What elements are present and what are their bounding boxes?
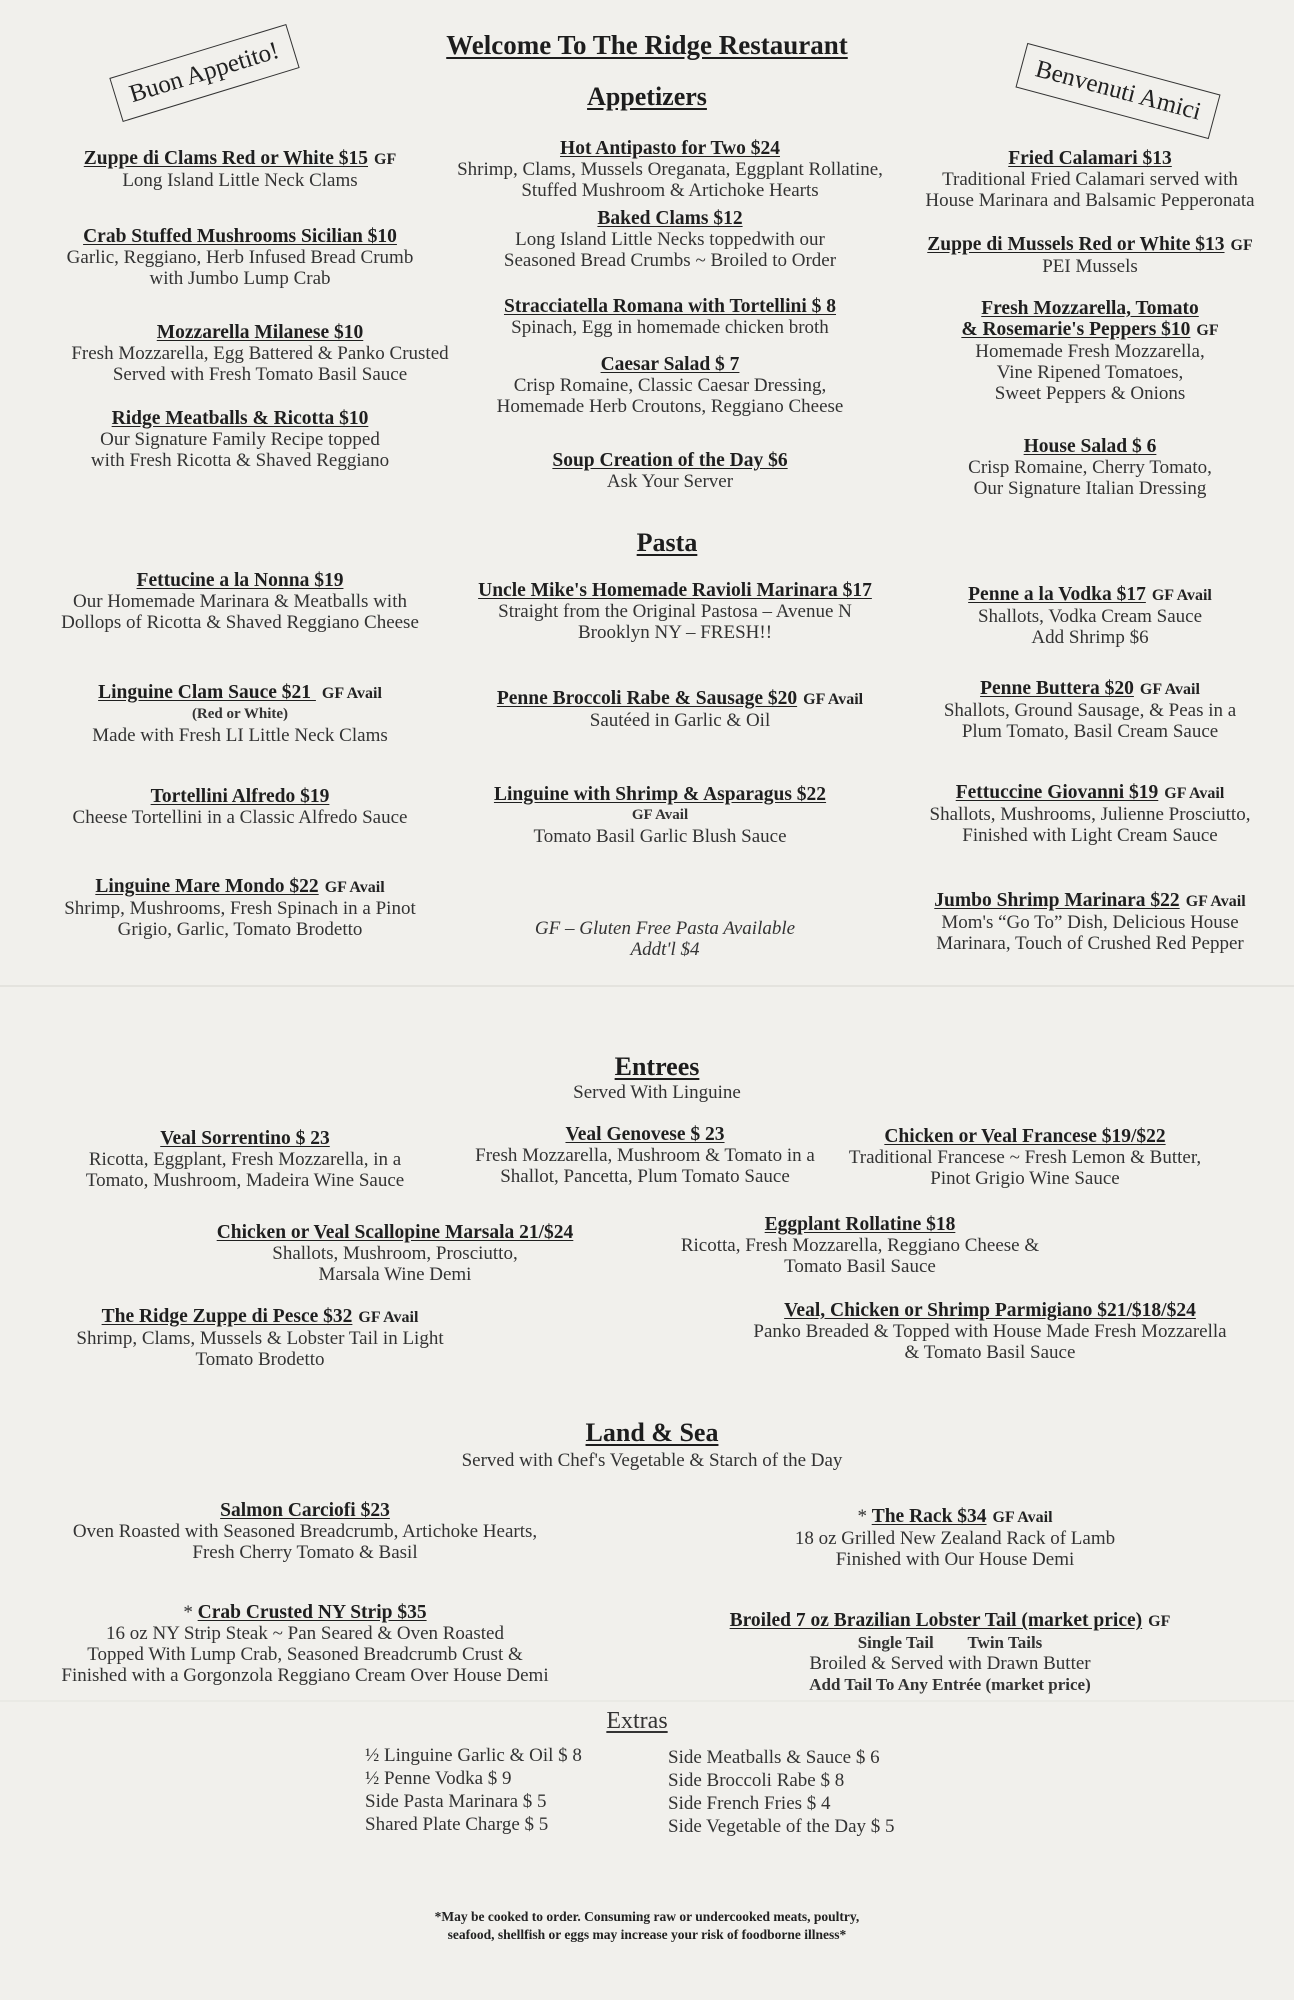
menu-item: Chicken or Veal Francese $19/$22 Traditional Francese ~ Fresh Lemon & Butter, Pinot Grigio Wine Sauce — [848, 1126, 1202, 1189]
list-item: Side Pasta Marinara $ 5 — [365, 1791, 547, 1812]
menu-item: House Salad $ 6 Crisp Romaine, Cherry Tomato, Our Signature Italian Dressing — [968, 436, 1212, 499]
list-item: ½ Penne Vodka $ 9 — [365, 1768, 512, 1789]
entrees-subtitle: Served With Linguine — [573, 1082, 741, 1103]
pasta-heading: Pasta — [636, 528, 698, 557]
menu-item: Linguine with Shrimp & Asparagus $22 GF Avail Tomato Basil Garlic Blush Sauce — [493, 784, 827, 847]
menu-item: Veal Genovese $ 23 Fresh Mozzarella, Mushroom & Tomato in a Shallot, Pancetta, Plum Tomato Sauce — [475, 1124, 815, 1187]
list-item: Side Vegetable of the Day $ 5 — [668, 1816, 895, 1837]
menu-item: Penne Buttera $20 GF Avail Shallots, Ground Sausage, & Peas in a Plum Tomato, Basil Cream Sauce — [943, 678, 1237, 742]
menu-item: The Ridge Zuppe di Pesce $32 GF Avail Shrimp, Clams, Mussels & Lobster Tail in Light Tomato Brodetto — [76, 1306, 444, 1370]
menu-item: Tortellini Alfredo $19 Cheese Tortellini in a Classic Alfredo Sauce — [72, 786, 408, 828]
menu-item: Broiled 7 oz Brazilian Lobster Tail (market price) GF Single Tail Twin Tails Broiled & Served with Drawn Butter Add Tail To Any Entrée (market price) — [729, 1610, 1171, 1694]
menu-item: Veal Sorrentino $ 23 Ricotta, Eggplant, Fresh Mozzarella, in a Tomato, Mushroom, Madeira Wine Sauce — [85, 1128, 405, 1191]
menu-item: Fresh Mozzarella, Tomato & Rosemarie's Peppers $10 GF Homemade Fresh Mozzarella, Vine Ripened Tomatoes, Sweet Peppers & Onions — [961, 298, 1219, 404]
menu-item: Stracciatella Romana with Tortellini $ 8 Spinach, Egg in homemade chicken broth — [503, 296, 837, 338]
menu-item: Hot Antipasto for Two $24 Shrimp, Clams, Mussels Oreganata, Eggplant Rollatine, Stuffed Mushroom & Artichoke Hearts — [457, 138, 883, 201]
menu-item: Fettucine a la Nonna $19 Our Homemade Marinara & Meatballs with Dollops of Ricotta & Shaved Reggiano Cheese — [61, 570, 419, 633]
menu-item: Salmon Carciofi $23 Oven Roasted with Seasoned Breadcrumb, Artichoke Hearts, Fresh Cherry Tomato & Basil — [72, 1500, 538, 1563]
list-item: Side French Fries $ 4 — [668, 1793, 831, 1814]
list-item: Side Broccoli Rabe $ 8 — [668, 1770, 845, 1791]
menu-item: Zuppe di Mussels Red or White $13 GF PEI Mussels — [927, 234, 1253, 277]
menu-item: Ridge Meatballs & Ricotta $10 Our Signature Family Recipe topped with Fresh Ricotta & Shaved Reggiano — [90, 408, 390, 471]
list-item: Shared Plate Charge $ 5 — [365, 1814, 549, 1835]
menu-item: Linguine Clam Sauce $21 GF Avail (Red or White) Made with Fresh LI Little Neck Clams — [92, 682, 388, 746]
menu-item: * Crab Crusted NY Strip $35 16 oz NY Strip Steak ~ Pan Seared & Oven Roasted Topped With Lump Crab, Seasoned Breadcrumb Crust & Finished with a Gorgonzola Reggiano Cream Over House Demi — [61, 1602, 549, 1686]
gluten-free-note: GF – Gluten Free Pasta Available Addt'l $4 — [534, 918, 796, 960]
menu-item: Caesar Salad $ 7 Crisp Romaine, Classic Caesar Dressing, Homemade Herb Croutons, Reggiano Cheese — [496, 354, 844, 417]
menu-item: * The Rack $34 GF Avail 18 oz Grilled New Zealand Rack of Lamb Finished with Our House Demi — [794, 1506, 1116, 1570]
menu-item: Penne Broccoli Rabe & Sausage $20 GF Avail Sautéed in Garlic & Oil — [496, 688, 864, 731]
menu-item: Fried Calamari $13 Traditional Fried Calamari served with House Marinara and Balsamic Pepperonata — [925, 148, 1255, 211]
appetizers-heading: Appetizers — [587, 82, 707, 111]
land-sea-subtitle: Served with Chef's Vegetable & Starch of the Day — [461, 1450, 843, 1471]
menu-item: Zuppe di Clams Red or White $15 GF Long Island Little Neck Clams — [83, 148, 397, 191]
list-item: Side Meatballs & Sauce $ 6 — [668, 1747, 880, 1768]
menu-item: Soup Creation of the Day $6 Ask Your Server — [552, 450, 788, 492]
food-safety-disclaimer: *May be cooked to order. Consuming raw or undercooked meats, poultry, seafood, shellfish or eggs may increase your risk of foodborne illness* — [434, 1909, 860, 1942]
buon-appetito-stamp: Buon Appetito! — [109, 24, 299, 122]
menu-item: Chicken or Veal Scallopine Marsala 21/$24 Shallots, Mushroom, Prosciutto, Marsala Wine Demi — [216, 1222, 574, 1285]
land-sea-heading: Land & Sea — [585, 1418, 719, 1447]
paper-fold — [0, 1700, 1294, 1702]
menu-item: Eggplant Rollatine $18 Ricotta, Fresh Mozzarella, Reggiano Cheese & Tomato Basil Sauce — [680, 1214, 1040, 1277]
menu-item: Jumbo Shrimp Marinara $22 GF Avail Mom's “Go To” Dish, Delicious House Marinara, Touch of Crushed Red Pepper — [934, 890, 1246, 954]
extras-heading: Extras — [606, 1708, 668, 1734]
menu-item: Mozzarella Milanese $10 Fresh Mozzarella, Egg Battered & Panko Crusted Served with Fresh Tomato Basil Sauce — [71, 322, 449, 385]
menu-item: Penne a la Vodka $17 GF Avail Shallots, Vodka Cream Sauce Add Shrimp $6 — [968, 584, 1212, 648]
extras-right-list — [668, 1746, 895, 1838]
benvenuti-amici-stamp: Benvenuti Amici — [1015, 43, 1220, 139]
list-item: ½ Linguine Garlic & Oil $ 8 — [365, 1745, 582, 1766]
menu-item: Veal, Chicken or Shrimp Parmigiano $21/$18/$24 Panko Breaded & Topped with House Made Fresh Mozzarella & Tomato Basil Sauce — [753, 1300, 1227, 1363]
menu-item: Linguine Mare Mondo $22 GF Avail Shrimp, Mushrooms, Fresh Spinach in a Pinot Grigio, Garlic, Tomato Brodetto — [64, 876, 416, 940]
menu-item: Crab Stuffed Mushrooms Sicilian $10 Garlic, Reggiano, Herb Infused Bread Crumb with Jumbo Lump Crab — [66, 226, 414, 289]
entrees-heading: Entrees — [614, 1052, 700, 1081]
paper-fold — [0, 985, 1294, 987]
menu-item: Uncle Mike's Homemade Ravioli Marinara $17 Straight from the Original Pastosa – Avenue N Brooklyn NY – FRESH!! — [478, 580, 872, 643]
extras-left-list — [365, 1744, 582, 1836]
menu-item: Baked Clams $12 Long Island Little Necks toppedwith our Seasoned Bread Crumbs ~ Broiled to Order — [503, 208, 837, 271]
menu-item: Fettuccine Giovanni $19 GF Avail Shallots, Mushrooms, Julienne Prosciutto, Finished with Light Cream Sauce — [929, 782, 1251, 846]
restaurant-title: Welcome To The Ridge Restaurant — [446, 30, 848, 60]
